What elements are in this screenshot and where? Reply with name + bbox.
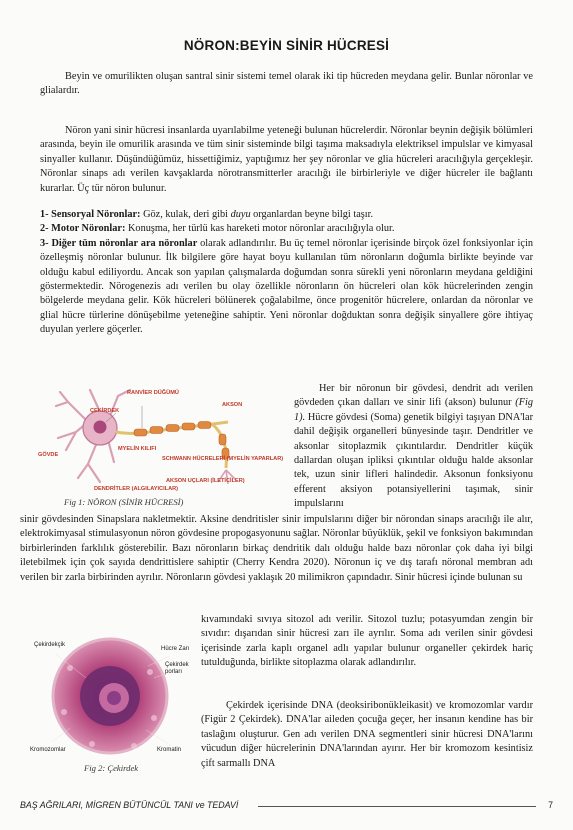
ranvier-label: RANVİER DÜĞÜMÜ <box>127 390 179 396</box>
book-title: BAŞ AĞRILARI, MİGREN BÜTÜNCÜL TANI ve TEDAVİ <box>20 800 239 810</box>
chromosomes-label: Kromozomlar <box>30 747 66 753</box>
neuron-figure <box>38 382 284 498</box>
footer-rule <box>258 806 536 807</box>
list-item-text: olarak adlandırılır. Bu üç temel nöronlar içerisinde birçok özel fonksiyonlar için özelleşmiş nöronlar bulunur. İlk bilgilere göre hayat boyu kullanılan tüm nöronların doğumla birlikte beyinde var olduğu kabul ediliyordu. Ancak son yapılan çalışmalarda doğumdan sonra sürekli yeni nöronların meydana geldiğini göstermektedir. Nörogenezis adı verilen bu olay özellikle nöronların ön hücreleri olan kök hücrelerinden zengin bölgelerde meydana gelir. Kök hücreleri bölünerek çoğalabilme, önce progenitör hücrelere, onlardan da nöronlar ve glial hücre türlerine dönüşebilme yeteneğine sahiptir. Yeni nöronlar doğduktan sonra değişik sinyallere göre ihtiyaç duyulan yerlere göçerler. <box>40 237 533 336</box>
neuron-paragraph <box>40 124 533 196</box>
list-item-text: Göz, kulak, deri gibi <box>140 209 231 220</box>
figure-1-caption: Fig 1: NÖRON (SİNİR HÜCRESİ) <box>64 497 184 507</box>
list-item-label: 1- Sensoryal Nöronlar: <box>40 209 141 220</box>
neuron-text: Nöron yani sinir hücresi insanlarda uyarılabilme yeteneği bulunan hücrelerdir. Nöronlar beynin değişik bölümleri arasında, beyin ile omurilik arasında ve tüm sinir sisteminde bilgi taşıma maksadıyla elektriksel impulslar ve kimyasal sinyaller kullanır. Düşündüğümüz, hissettiğimiz, yaptığımız her şey nöronlar ve glia hücreleri aracılığıyla gerçekleşir. Nöronlar sinaps adı verilen kavşaklarda nörotransmitterler aracılığı ile birbirleriyle ve diğer hücreler ile bağlantı kurarlar. Üç tür nöron bulunur. <box>40 125 533 194</box>
body-label: GÖVDE <box>38 452 59 458</box>
cytosol-paragraph: kıvamındaki sıvıya sitozol adı verilir. Sitozol tuzlu; potasyumdan zengin bir sıvıdır: dışarıdan sinir hücresi zarı ile ayrılır. Soma adı verilen sinir gövdesi içerisinde zarla kaplı organel adlı yapılar bulunur organeller çekirdek hariç tutulduğunda, birlikte sitoplazma olarak adlandırılır. <box>201 614 533 669</box>
axon-paragraph: sinir gövdesinden Sinapslara nakletmektir. Aksine dendritisler sinir impulslarını diğer bir nörondan sinaps aracılığı ile alır, elektrokimyasal stimulasyonun nöron gövdesine propogasyonunu sağlar. Nöronlar büyüklük, şekil ve fonksiyon bakımından birbirlerinden farklılık gösterebilir. Bazı nöronların birkaç dendritik dalı olduğu halde bazı nöronlar çok daha iyi bilgi iletebilmek için çok sayıda dendrittislere sahiptir (Cherry Kendra 2020). Nöronun iç ve dış tarafı nöronal membran adı verilen bir zarla birbirinden ayrılır. Nöronların gövdesi yaklaşık 20 milimikron çapındadır. Sinir hücresi içinde bulunan su <box>20 514 533 583</box>
axon-terminal-label: AKSON UÇLARI (İLETİCİLER) <box>166 478 245 484</box>
structure-paragraph <box>294 382 533 512</box>
dendrite-label: DENDRİTLER (ALGILAYICILAR) <box>94 486 179 492</box>
axon-label: AKSON <box>222 402 243 408</box>
page-title: NÖRON:BEYİN SİNİR HÜCRESİ <box>183 38 390 53</box>
list-item-text-end: organlardan beyne bilgi taşır. <box>250 209 374 220</box>
fig-ref: (Fig 1). <box>294 397 533 423</box>
nucleus-figure <box>30 632 192 760</box>
membrane-label: Hücre Zarı <box>161 646 190 652</box>
pores-label: Çekirdek porları <box>165 662 189 675</box>
neuron-type-list <box>40 208 533 338</box>
nucleus-shape <box>94 421 107 434</box>
page-footer <box>20 800 553 810</box>
structure-text-b: Hücre gövdesi (Soma) genetik bilgiyi taşıyan DNA'lar dahil değişik organelleri bünyesinde taşır. Dendritler ve aksonlar sitoplazmik çıkıntılardır. Dendritler küçük dallardan oluşan ipliksi çıkıntılar olduğu halde aksonlar tek, uzun sinir lifleri halindedir. Aksonun fonksiyonu efferent aksiyon potansiyellerini taşımak, sinir impulslarını <box>294 411 533 510</box>
nucleolus-label: Çekirdekçik <box>34 642 66 648</box>
list-item <box>40 222 533 236</box>
list-item <box>40 208 533 222</box>
nucleus-label: ÇEKİRDEK <box>90 408 120 414</box>
list-item-italic: duyu <box>230 209 251 220</box>
neuron-illustration <box>38 382 284 498</box>
figure-2-caption: Fig 2: Çekirdek <box>84 763 139 773</box>
list-item-label: 3- Diğer tüm nöronlar ara nöronlar <box>40 237 198 249</box>
nucleus-text: Çekirdek içerisinde DNA (deoksiribonükleikasit) ve kromozomlar vardır (Figür 2 Çekirdek). DNA'lar aileden çocuğa geçer, her insanın kendine has bir taslağını oluşturur. Gen adı verilen DNA segmentleri sinir hücresi DNA'larını vücudun diğer hücrelerinin DNA'larından ayırır. Her bir kromozom kesintisiz çift sarmallı DNA <box>201 700 533 769</box>
nucleus-paragraph <box>201 699 533 771</box>
list-item-label: 2- Motor Nöronlar: <box>40 223 126 235</box>
schwann-label: SCHWANN HÜCRELERİ (MYELİN YAPARLAR) <box>162 456 284 462</box>
structure-text-a: Her bir nöronun bir gövdesi, dendrit adı verilen gövdeden çıkan dalları ve sinir lifi (akson) bulunur <box>294 383 533 409</box>
page-number: 7 <box>548 800 553 810</box>
list-item-text: Konuşma, her türlü kas hareketi motor nöronlar aracılığıyla olur. <box>125 223 395 235</box>
chromatin-label: Kromatin <box>157 747 182 753</box>
intro-text: Beyin ve omurilikten oluşan santral sinir sistemi temel olarak iki tip hücreden meydana gelir. Bunlar nöronlar ve glialardır. <box>40 71 533 97</box>
intro-paragraph <box>40 70 533 99</box>
list-item <box>40 237 533 338</box>
myelin-label: MYELİN KILIFI <box>118 446 157 452</box>
